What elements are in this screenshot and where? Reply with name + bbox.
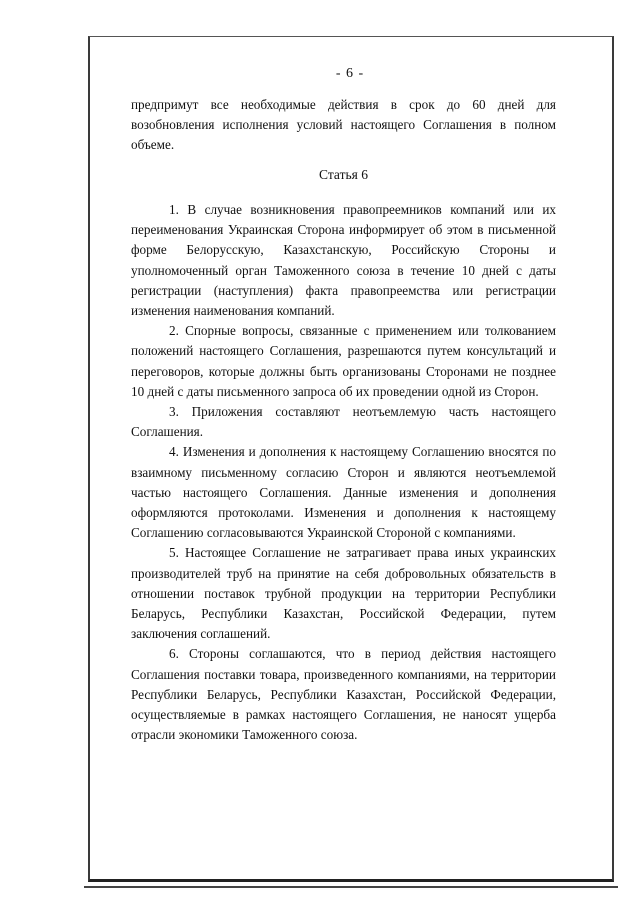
article-paragraph-3: 3. Приложения составляют неотъемлемую часть настоящего Соглашения. xyxy=(131,404,556,440)
page-number: - 6 - xyxy=(335,66,365,81)
article-paragraph-2: 2. Спорные вопросы, связанные с применением или толкованием положений настоящего Соглашения, разрешаются путем консультаций и переговоров, которые должны быть организованы Сторонами не позднее 10 дней с даты письменного запроса об их проведении одной из Сторон. xyxy=(131,323,556,399)
intro-text xyxy=(131,95,556,156)
intro-paragraph: предпримут все необходимые действия в срок до 60 дней для возобновления исполнения условий настоящего Соглашения в полном объеме. xyxy=(131,97,556,153)
article-paragraph-1: 1. В случае возникновения правопреемников компаний или их переименования Украинская Сторона информирует об этом в письменной форме Белорусскую, Казахстанскую, Российскую Стороны и уполномоченный орган Таможенного союза в течение 10 дней с даты регистрации (наступления) факта правопреемства или регистрации изменения наименования компаний. xyxy=(131,202,556,319)
article-paragraph-5: 5. Настоящее Соглашение не затрагивает права иных украинских производителей труб на принятие на себя добровольных обязательств в отношении поставок трубной продукции на территории Республики Беларусь, Республики Казахстан, Российской Федерации, путем заключения соглашений. xyxy=(131,545,556,642)
article-paragraph-4: 4. Изменения и дополнения к настоящему Соглашению вносятся по взаимному письменному согласию Сторон и являются неотъемлемой частью настоящего Соглашения. Данные изменения и дополнения оформляются протоколами. Изменения и дополнения к настоящему Соглашению согласовываются Украинской Стороной с компаниями. xyxy=(131,444,556,541)
article-paragraph-6: 6. Стороны соглашаются, что в период действия настоящего Соглашения поставки товара, произведенного компаниями, на территории Республики Беларусь, Республики Казахстан, Российской Федерации, осуществляемые в рамках настоящего Соглашения, не наносят ущерба отрасли экономики Таможенного союза. xyxy=(131,646,556,743)
article-body xyxy=(131,200,556,745)
article-title: Статья 6 xyxy=(319,167,368,182)
